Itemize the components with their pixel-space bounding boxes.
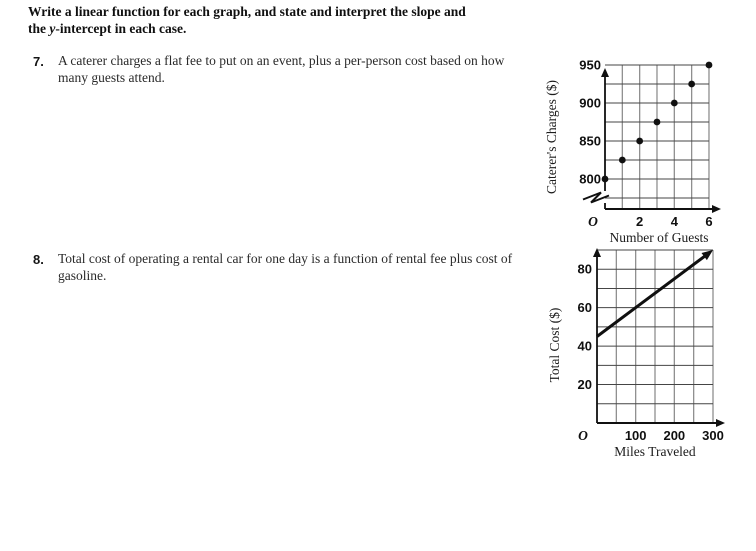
x-axis-title: Number of Guests [609, 230, 709, 245]
x-tick-label: 200 [663, 428, 686, 443]
x-tick-label: 6 [705, 214, 713, 229]
problem-7 [33, 53, 516, 86]
problem-text: Total cost of operating a rental car for one day is a function of rental fee plus cost of gasoline. [58, 251, 513, 283]
x-tick-label: 2 [636, 214, 644, 229]
y-axis-title: Total Cost ($) [547, 307, 562, 383]
rental-car-cost-chart [545, 243, 756, 463]
data-point [688, 81, 695, 88]
problem-number: 8. [33, 252, 44, 267]
origin-label: O [588, 214, 598, 229]
y-axis-arrow [601, 68, 609, 77]
problem-number: 7. [33, 54, 44, 69]
y-tick-label: 40 [577, 338, 592, 354]
y-tick-label: 850 [579, 133, 601, 149]
instructions-line-2-after: -intercept in each case. [55, 20, 187, 36]
y-tick-label: 800 [579, 171, 601, 187]
rental-car-cost-graph [545, 243, 756, 468]
problem-text: A caterer charges a flat fee to put on an event, plus a per-person cost based on how many guests attend. [58, 53, 505, 85]
data-point [602, 176, 609, 183]
y-axis-arrow [593, 248, 601, 257]
problem-8 [33, 251, 516, 284]
data-point [636, 138, 643, 145]
y-tick-label: 900 [579, 95, 601, 111]
x-axis-title: Miles Traveled [614, 444, 696, 459]
x-axis-arrow [712, 205, 721, 213]
instructions-line-2 [28, 21, 568, 38]
origin-label: O [578, 428, 588, 443]
y-tick-label: 80 [577, 261, 592, 277]
y-tick-label: 60 [577, 300, 592, 316]
y-variable: y [49, 20, 56, 36]
caterer-charges-chart [543, 45, 755, 253]
x-axis-arrow [716, 419, 725, 427]
data-point [706, 62, 713, 69]
instructions-heading [28, 4, 568, 37]
x-tick-label: 100 [624, 428, 647, 443]
x-tick-label: 300 [702, 428, 724, 443]
instructions-line-1: Write a linear function for each graph, and state and interpret the slope and [28, 4, 466, 19]
axis-break-icon [583, 193, 609, 203]
x-tick-label: 4 [670, 214, 678, 229]
data-point [671, 100, 678, 107]
y-tick-label: 20 [577, 377, 592, 393]
cost-line [597, 254, 708, 337]
data-point [619, 157, 626, 164]
y-axis-title: Caterer's Charges ($) [544, 80, 559, 194]
y-tick-label: 950 [579, 57, 601, 73]
instructions-line-2-before: the [28, 20, 50, 36]
data-point [654, 119, 661, 126]
caterer-charges-graph [543, 45, 755, 258]
